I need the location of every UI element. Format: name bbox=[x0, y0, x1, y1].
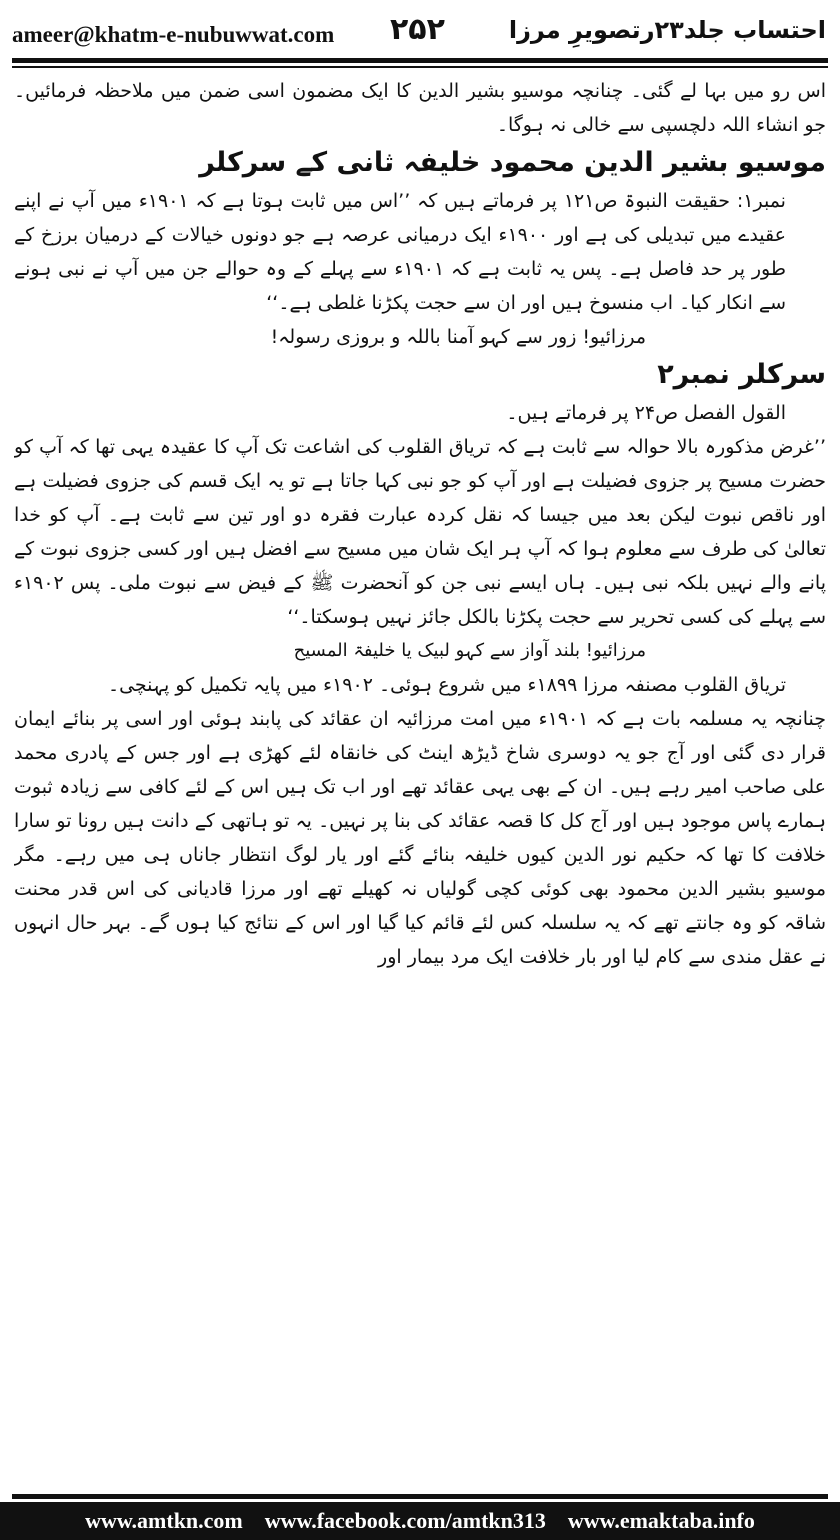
page-header bbox=[0, 0, 840, 58]
section-heading: موسیو بشیر الدین محمود خلیفہ ثانی کے سرکلر bbox=[199, 147, 826, 178]
header-email: ameer@khatm-e-nubuwwat.com bbox=[12, 22, 335, 47]
subsection-heading: سرکلر نمبر۲ bbox=[657, 359, 826, 390]
reference-line: القول الفصل ص۲۴ پر فرماتے ہیں۔ bbox=[506, 402, 786, 424]
page-footer bbox=[0, 1502, 840, 1540]
exclamation-line: مرزائیو! زور سے کہو آمنا باللہ و بروزی رسولہ! bbox=[270, 326, 646, 348]
footer-rule bbox=[12, 1494, 828, 1499]
closing-paragraph: چنانچہ یہ مسلمہ بات ہے کہ ۱۹۰۱ء میں امت مرزائیہ ان عقائد کی پابند ہوئی اور اسی پر بنائے ایمان قرار دی گئی اور آج جو یہ دوسری شاخ ڈیڑھ اینٹ کی خانقاہ لئے کھڑی ہے اور جس کے پادری محمد علی صاحب امیر رہے ہیں۔ ان کے بھی یہی عقائد تھے اور اب تک ہیں اس کے لئے کافی سے زیادہ ثبوت ہمارے پاس موجود ہیں اور آج کل کا قصہ عقائد کی بنا پر نہیں۔ یہ تو ہاتھی کے دانت ہیں رونا تو سارا خلافت کا تھا کہ حکیم نور الدین کیوں خلیفہ بنائے گئے اور یار لوگ انتظار جاناں ہی میں رہے۔ مگر موسیو بشیر الدین محمود بھی کوئی کچی گولیاں نہ کھیلے تھے اور مرزا قادیانی کی اس قدر محنت شاقہ کو وہ جانتے تھے کہ یہ سلسلہ کس لئے قائم کیا گیا اور اس کے نتائج کیا ہوں گے۔ بہر حال انہوں نے عقل مندی سے کام لیا اور بار خلافت ایک مرد بیمار اور bbox=[14, 708, 826, 968]
footer-link-facebook[interactable]: www.facebook.com/amtkn313 bbox=[264, 1508, 546, 1533]
book-title: احتساب جلد۲۳رتصویرِ مرزا bbox=[508, 16, 826, 44]
intro-paragraph: اس رو میں بہا لے گئی۔ چنانچہ موسیو بشیر الدین کا ایک مضمون اسی ضمن میں ملاحظہ فرمائیں۔ جو انشاء اللہ دلچسپی سے خالی نہ ہوگا۔ bbox=[14, 80, 826, 136]
header-rule-thick bbox=[12, 58, 828, 63]
quote-paragraph: ’’غرض مذکورہ بالا حوالہ سے ثابت ہے کہ تریاق القلوب کی اشاعت تک آپ کا عقیدہ یہی تھا کہ آپ کو حضرت مسیح پر جزوی فضیلت ہے اور آپ کو جو نبی کہا جاتا ہے تو یہ ایک قسم کی جزوی فضیلت ہے اور ناقص نبوت لیکن بعد میں جیسا کہ نقل کردہ عبارت فقرہ دو اور تین سے ثابت ہے۔ آپ کو خدا تعالیٰ کی طرف سے معلوم ہوا کہ آپ ہر ایک شان میں مسیح سے افضل ہیں اور کسی جزوی نبوت کے پانے والے نہیں بلکہ نبی ہیں۔ ہاں ایسے نبی جن کو آنحضرت ﷺ کے فیض سے نبوت ملی۔ پس ۱۹۰۲ء سے پہلے کی کسی تحریر سے حجت پکڑنا بالکل جائز نہیں ہوسکتا۔‘‘ bbox=[14, 436, 826, 628]
exclamation-line-2: مرزائیو! بلند آواز سے کہو لبیک یا خلیفۃ المسیح bbox=[293, 640, 646, 661]
footer-link-amtkn[interactable]: www.amtkn.com bbox=[85, 1508, 243, 1533]
page-body bbox=[14, 74, 826, 1450]
circular-1-paragraph: نمبر۱: حقیقت النبوۃ ص۱۲۱ پر فرماتے ہیں کہ ’’اس میں ثابت ہوتا ہے کہ ۱۹۰۱ء میں آپ نے اپنے عقیدے میں تبدیلی کی ہے اور ۱۹۰۰ء ایک درمیانی عرصہ ہے جو دونوں خیالات کے درمیان برزخ کے طور پر حد فاصل ہے۔ پس یہ ثابت ہے کہ ۱۹۰۱ء سے پہلے کے وہ حوالے جن میں آپ نے نبی ہونے سے انکار کیا۔ اب منسوخ ہیں اور ان سے حجت پکڑنا غلطی ہے۔‘‘ bbox=[14, 190, 786, 314]
footer-link-emaktaba[interactable]: www.emaktaba.info bbox=[567, 1508, 755, 1533]
header-rule-thin bbox=[12, 66, 828, 68]
tiryaq-paragraph: تریاق القلوب مصنفہ مرزا ۱۸۹۹ء میں شروع ہوئی۔ ۱۹۰۲ء میں پایہ تکمیل کو پہنچی۔ bbox=[107, 674, 786, 696]
page-number: ۲۵۲ bbox=[390, 12, 445, 47]
